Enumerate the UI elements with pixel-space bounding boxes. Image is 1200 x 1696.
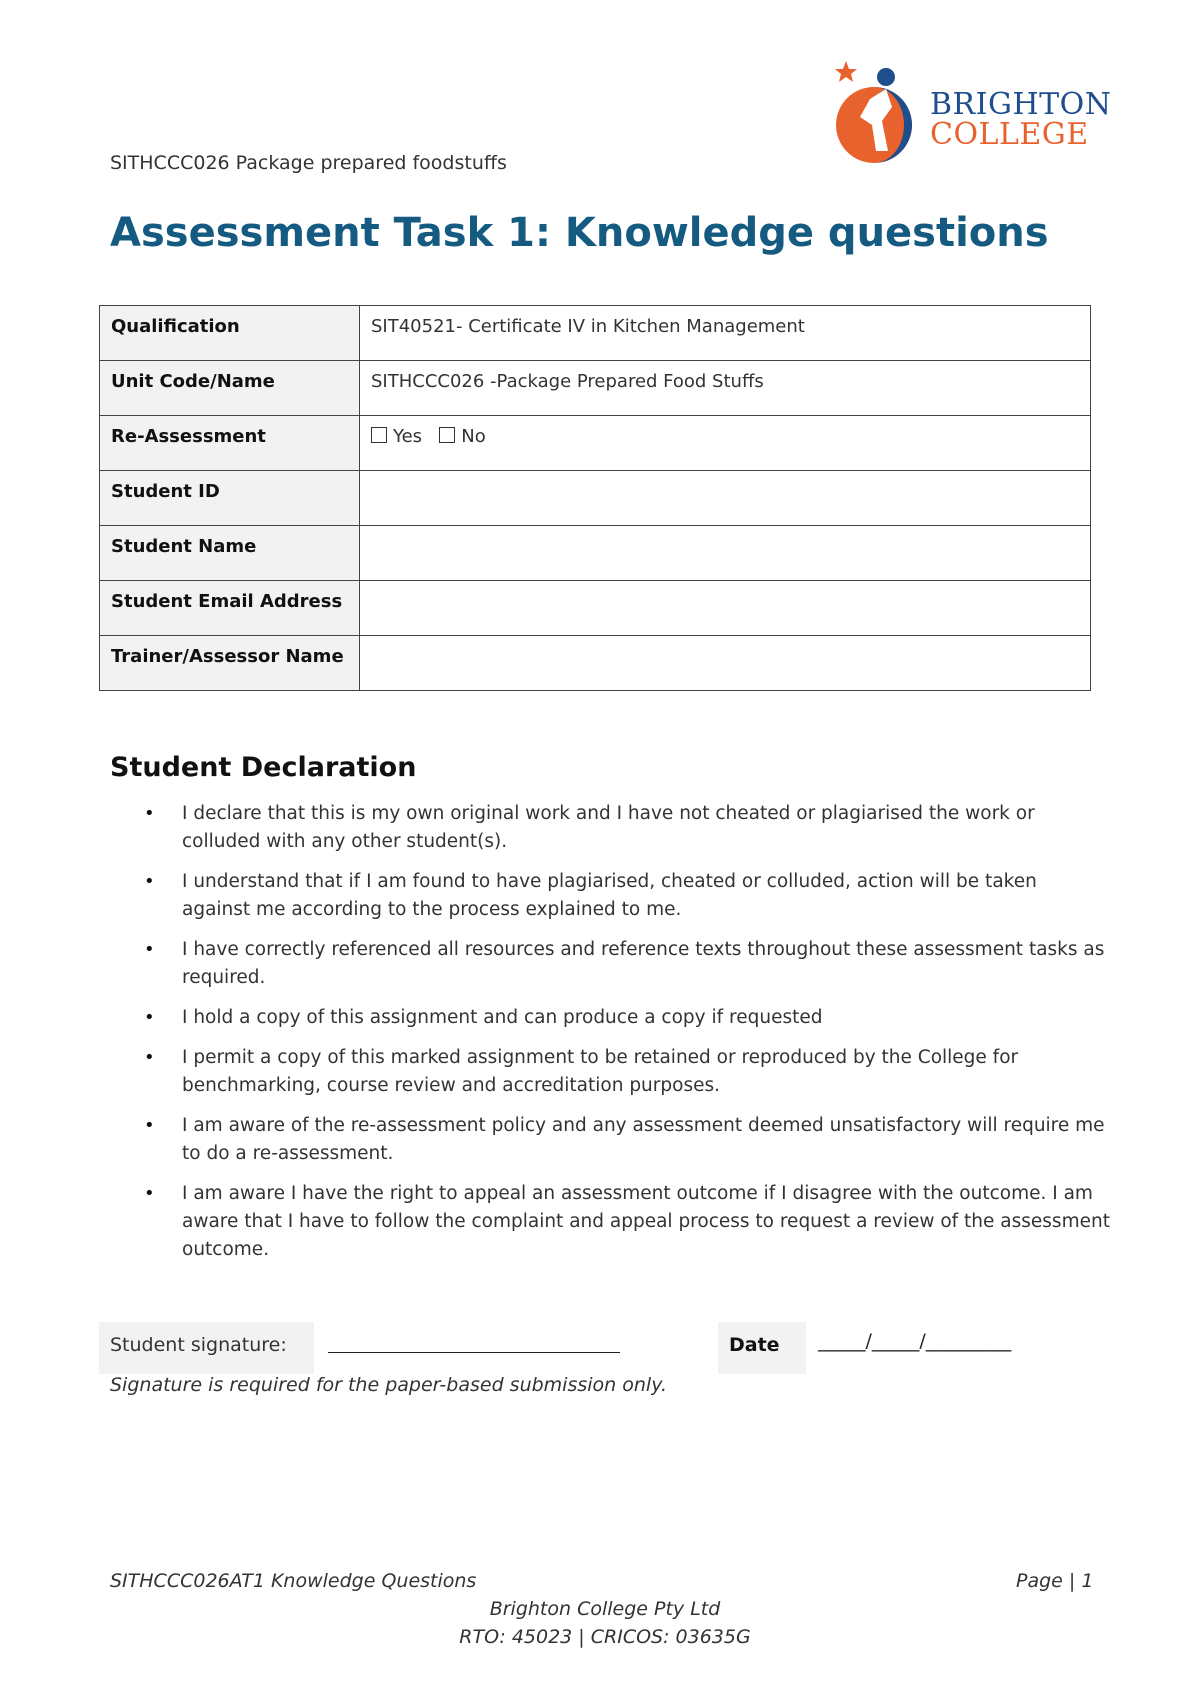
table-row [100,636,1091,691]
signature-label: Student signature: [99,1322,314,1374]
bullet-icon: • [144,871,155,892]
student-name-label: Student Name [100,526,360,581]
footer-rto: RTO: 45023 | CRICOS: 03635G [459,1626,751,1648]
declaration-text: I have correctly referenced all resources and reference texts throughout these assessment tasks as required. [182,939,1105,988]
table-row [100,581,1091,636]
reassessment-label: Re-Assessment [100,416,360,471]
student-id-label: Student ID [100,471,360,526]
student-id-field[interactable] [360,471,1091,526]
bullet-icon: • [144,1007,155,1028]
date-label: Date [718,1322,806,1374]
footer-company: Brighton College Pty Ltd [489,1598,721,1620]
logo-text-brighton: BRIGHTON [930,87,1112,122]
declaration-heading: Student Declaration [110,752,417,783]
document-subtitle: SITHCCC026 Package prepared foodstuffs [110,152,507,174]
footer-page-number: Page | 1 [1016,1570,1094,1592]
yes-option-label: Yes [393,426,423,447]
qualification-value: SIT40521- Certificate IV in Kitchen Management [360,306,1091,361]
bullet-icon: • [144,1047,155,1068]
table-row [100,306,1091,361]
table-row [100,416,1091,471]
bullet-icon: • [144,1115,155,1136]
list-item [110,868,1110,924]
trainer-label: Trainer/Assessor Name [100,636,360,691]
list-item [110,1112,1110,1168]
logo-text-college: COLLEGE [930,117,1089,152]
declaration-text: I declare that this is my own original work and I have not cheated or plagiarised the work or colluded with any other student(s). [182,803,1035,852]
yes-checkbox[interactable] [371,427,387,443]
list-item [110,800,1110,856]
signature-field[interactable] [328,1328,620,1353]
table-row [100,471,1091,526]
qualification-label: Qualification [100,306,360,361]
trainer-field[interactable] [360,636,1091,691]
declaration-list [110,800,1110,1276]
declaration-text: I understand that if I am found to have plagiarised, cheated or colluded, action will be taken against me according to the process explained to me. [182,871,1037,920]
date-field[interactable]: _____/_____/_________ [818,1330,1012,1352]
list-item [110,1004,1110,1032]
bullet-icon: • [144,1183,155,1204]
declaration-text: I hold a copy of this assignment and can produce a copy if requested [182,1007,823,1028]
logo-emblem-icon [826,55,930,175]
table-row [100,526,1091,581]
declaration-text: I permit a copy of this marked assignment to be retained or reproduced by the College for benchmarking, course review and accreditation purposes. [182,1047,1019,1096]
unit-code-label: Unit Code/Name [100,361,360,416]
declaration-text: I am aware I have the right to appeal an assessment outcome if I disagree with the outcome. I am aware that I have to follow the complaint and appeal process to request a review of the assessment outcome. [182,1183,1110,1260]
signature-note: Signature is required for the paper-based submission only. [110,1374,668,1396]
reassessment-options [360,416,1091,471]
student-name-field[interactable] [360,526,1091,581]
declaration-text: I am aware of the re-assessment policy and any assessment deemed unsatisfactory will require me to do a re-assessment. [182,1115,1105,1164]
table-row [100,361,1091,416]
no-checkbox[interactable] [439,427,455,443]
brighton-college-logo [826,55,1112,175]
bullet-icon: • [144,803,155,824]
email-label: Student Email Address [100,581,360,636]
list-item [110,936,1110,992]
email-field[interactable] [360,581,1091,636]
page-title: Assessment Task 1: Knowledge questions [110,210,1049,256]
no-option-label: No [461,426,486,447]
list-item [110,1044,1110,1100]
bullet-icon: • [144,939,155,960]
list-item [110,1180,1110,1264]
footer-document-code: SITHCCC026AT1 Knowledge Questions [110,1570,477,1592]
student-info-table [99,305,1091,691]
unit-code-value: SITHCCC026 -Package Prepared Food Stuffs [360,361,1091,416]
